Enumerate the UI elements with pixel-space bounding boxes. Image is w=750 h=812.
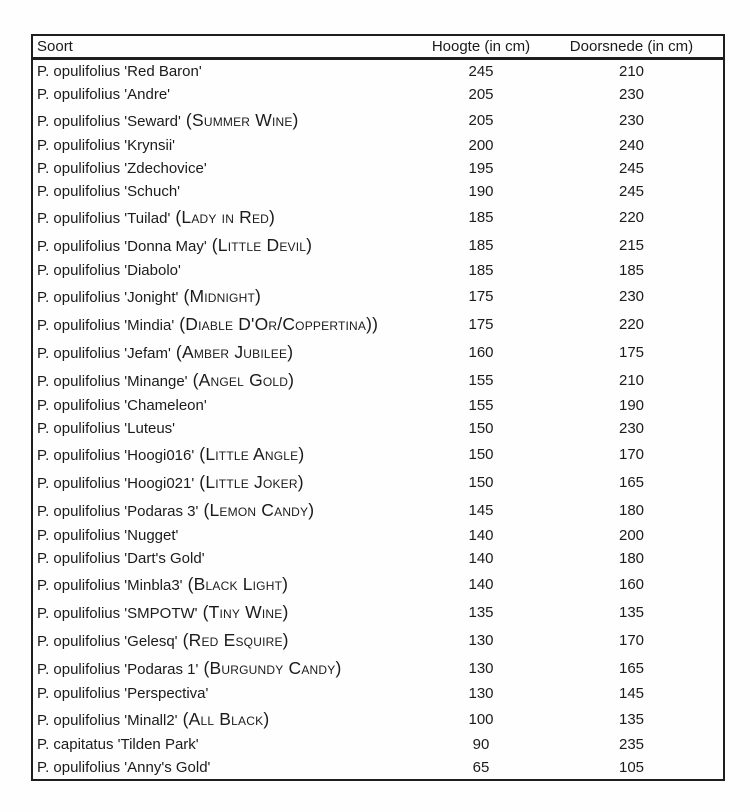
trade-name: (Midnight)	[178, 285, 262, 306]
doorsnede-cell: 190	[618, 397, 645, 414]
hoogte-cell: 130	[468, 631, 494, 649]
trade-name: (Angel Gold)	[187, 369, 295, 390]
doorsnede-cell: 180	[618, 550, 645, 567]
hoogte-cell: 150	[468, 445, 494, 463]
hoogte-cell: 130	[468, 685, 494, 702]
soort-cell	[32, 134, 422, 157]
soort-cell	[32, 59, 422, 84]
cultivar-name: P. opulifolius 'Schuch'	[37, 183, 181, 200]
table-row	[32, 756, 724, 780]
cultivar-name: P. opulifolius 'Chameleon'	[37, 397, 207, 414]
table-row	[32, 468, 724, 496]
table-row	[32, 705, 724, 733]
soort-cell	[32, 654, 422, 682]
cultivar-name: P. opulifolius 'Dart's Gold'	[37, 550, 205, 567]
cultivar-name: P. opulifolius 'Perspectiva'	[37, 685, 209, 702]
trade-name: (Tiny Wine)	[197, 601, 289, 622]
table-row	[32, 259, 724, 282]
table-row	[32, 134, 724, 157]
table-row	[32, 598, 724, 626]
doorsnede-cell: 175	[618, 343, 645, 361]
table-row	[32, 203, 724, 231]
hoogte-cell: 200	[468, 137, 494, 154]
doorsnede-cell: 170	[618, 631, 645, 649]
doorsnede-cell: 245	[618, 183, 645, 200]
table-row	[32, 106, 724, 134]
table-row	[32, 417, 724, 440]
hoogte-cell: 140	[468, 550, 494, 567]
hoogte-cell: 195	[468, 160, 494, 177]
trade-name: (Lemon Candy)	[198, 499, 315, 520]
hoogte-cell: 205	[468, 86, 494, 103]
soort-cell	[32, 180, 422, 203]
cultivar-name: P. opulifolius 'Podaras 1'	[37, 660, 199, 678]
soort-cell	[32, 259, 422, 282]
cultivar-name: P. opulifolius 'Hoogi016'	[37, 446, 195, 464]
table-row	[32, 157, 724, 180]
cultivar-name: P. opulifolius 'Minange'	[37, 372, 188, 390]
doorsnede-cell: 220	[618, 315, 645, 333]
trade-name: (All Black)	[177, 708, 270, 729]
cultivar-name: P. opulifolius 'Hoogi021'	[37, 474, 195, 492]
cultivar-name: P. opulifolius 'Jonight'	[37, 288, 179, 306]
table-row	[32, 180, 724, 203]
cultivar-name: P. opulifolius 'Seward'	[37, 112, 181, 130]
soort-cell	[32, 598, 422, 626]
table-row	[32, 59, 724, 84]
table-row	[32, 733, 724, 756]
column-header-soort: Soort	[32, 35, 422, 59]
trade-name: (Red Esquire)	[177, 629, 289, 650]
doorsnede-cell: 185	[618, 262, 645, 279]
table-row	[32, 524, 724, 547]
hoogte-cell: 150	[468, 473, 494, 491]
hoogte-cell: 140	[468, 575, 494, 593]
soort-cell	[32, 705, 422, 733]
hoogte-cell: 185	[468, 262, 494, 279]
cultivar-name: P. opulifolius 'SMPOTW'	[37, 604, 198, 622]
trade-name: (Amber Jubilee)	[170, 341, 294, 362]
trade-name: (Black Light)	[182, 573, 289, 594]
cultivar-name: P. opulifolius 'Gelesq'	[37, 632, 178, 650]
cultivar-name: P. opulifolius 'Krynsii'	[37, 137, 176, 154]
hoogte-cell: 245	[468, 63, 494, 80]
cultivar-name: P. opulifolius 'Nugget'	[37, 527, 179, 544]
hoogte-cell: 175	[468, 287, 494, 305]
table-row	[32, 338, 724, 366]
hoogte-cell: 160	[468, 343, 494, 361]
trade-name: (Diable D'Or/Coppertina))	[174, 313, 379, 334]
trade-name: (Little Joker)	[194, 471, 304, 492]
soort-cell	[32, 626, 422, 654]
cultivar-name: P. opulifolius 'Minbla3'	[37, 576, 183, 594]
table-row	[32, 547, 724, 570]
doorsnede-cell: 230	[618, 287, 645, 305]
trade-name: (Little Devil)	[206, 234, 313, 255]
doorsnede-cell: 235	[618, 736, 645, 753]
table-row	[32, 366, 724, 394]
cultivar-name: P. opulifolius 'Zdechovice'	[37, 160, 207, 177]
soort-cell	[32, 733, 422, 756]
doorsnede-cell: 105	[618, 759, 645, 776]
header-row	[32, 35, 724, 59]
soort-cell	[32, 282, 422, 310]
cultivar-name: P. opulifolius 'Andre'	[37, 86, 171, 103]
hoogte-cell: 190	[468, 183, 494, 200]
trade-name: (Burgundy Candy)	[198, 657, 342, 678]
soort-cell	[32, 468, 422, 496]
table-row	[32, 282, 724, 310]
table-row	[32, 654, 724, 682]
cultivar-name: P. opulifolius 'Mindia'	[37, 316, 175, 334]
soort-cell	[32, 756, 422, 780]
doorsnede-cell: 135	[618, 603, 645, 621]
hoogte-cell: 150	[468, 420, 494, 437]
doorsnede-cell: 230	[618, 86, 645, 103]
table-row	[32, 83, 724, 106]
hoogte-cell: 155	[468, 397, 494, 414]
table-body	[32, 59, 724, 781]
hoogte-cell: 185	[468, 236, 494, 254]
soort-cell	[32, 231, 422, 259]
table-row	[32, 626, 724, 654]
soort-cell	[32, 338, 422, 366]
soort-cell	[32, 440, 422, 468]
cultivar-name: P. capitatus 'Tilden Park'	[37, 736, 199, 753]
doorsnede-cell: 165	[618, 473, 645, 491]
cultivar-name: P. opulifolius 'Tuilad'	[37, 209, 171, 227]
cultivar-name: P. opulifolius 'Diabolo'	[37, 262, 181, 279]
soort-cell	[32, 203, 422, 231]
hoogte-cell: 65	[472, 759, 490, 776]
soort-cell	[32, 496, 422, 524]
soort-cell	[32, 524, 422, 547]
hoogte-cell: 175	[468, 315, 494, 333]
doorsnede-cell: 160	[618, 575, 645, 593]
soort-cell	[32, 157, 422, 180]
table-row	[32, 231, 724, 259]
hoogte-cell: 135	[468, 603, 494, 621]
doorsnede-cell: 240	[618, 137, 645, 154]
hoogte-cell: 155	[468, 371, 494, 389]
doorsnede-cell: 180	[618, 501, 645, 519]
doorsnede-cell: 245	[618, 160, 645, 177]
column-header-doorsnede: Doorsnede (in cm)	[540, 35, 724, 59]
soort-cell	[32, 547, 422, 570]
doorsnede-cell: 230	[618, 420, 645, 437]
soort-cell	[32, 83, 422, 106]
column-header-hoogte: Hoogte (in cm)	[422, 35, 540, 59]
cultivar-name: P. opulifolius 'Minall2'	[37, 711, 178, 729]
hoogte-cell: 185	[468, 208, 494, 226]
hoogte-cell: 140	[468, 527, 494, 544]
plant-size-table	[31, 34, 725, 781]
cultivar-name: P. opulifolius 'Red Baron'	[37, 63, 202, 80]
doorsnede-cell: 210	[618, 63, 645, 80]
doorsnede-cell: 210	[618, 371, 645, 389]
cultivar-name: P. opulifolius 'Jefam'	[37, 344, 171, 362]
cultivar-name: P. opulifolius 'Podaras 3'	[37, 502, 199, 520]
doorsnede-cell: 165	[618, 659, 645, 677]
cultivar-name: P. opulifolius 'Anny's Gold'	[37, 759, 211, 776]
table-row	[32, 310, 724, 338]
table-row	[32, 394, 724, 417]
doorsnede-cell: 230	[618, 111, 645, 129]
doorsnede-cell: 215	[618, 236, 645, 254]
trade-name: (Summer Wine)	[180, 109, 299, 130]
trade-name: (Lady in Red)	[170, 206, 276, 227]
hoogte-cell: 205	[468, 111, 494, 129]
doorsnede-cell: 145	[618, 685, 645, 702]
hoogte-cell: 145	[468, 501, 494, 519]
table-row	[32, 496, 724, 524]
table-row	[32, 440, 724, 468]
soort-cell	[32, 682, 422, 705]
doorsnede-cell: 170	[618, 445, 645, 463]
soort-cell	[32, 310, 422, 338]
soort-cell	[32, 106, 422, 134]
cultivar-name: P. opulifolius 'Luteus'	[37, 420, 176, 437]
soort-cell	[32, 417, 422, 440]
cultivar-name: P. opulifolius 'Donna May'	[37, 237, 207, 255]
soort-cell	[32, 394, 422, 417]
trade-name: (Little Angle)	[194, 443, 305, 464]
table-row	[32, 570, 724, 598]
soort-cell	[32, 570, 422, 598]
hoogte-cell: 130	[468, 659, 494, 677]
hoogte-cell: 90	[472, 736, 490, 753]
doorsnede-cell: 220	[618, 208, 645, 226]
hoogte-cell: 100	[468, 710, 494, 728]
soort-cell	[32, 366, 422, 394]
doorsnede-cell: 200	[618, 527, 645, 544]
table-row	[32, 682, 724, 705]
doorsnede-cell: 135	[618, 710, 645, 728]
